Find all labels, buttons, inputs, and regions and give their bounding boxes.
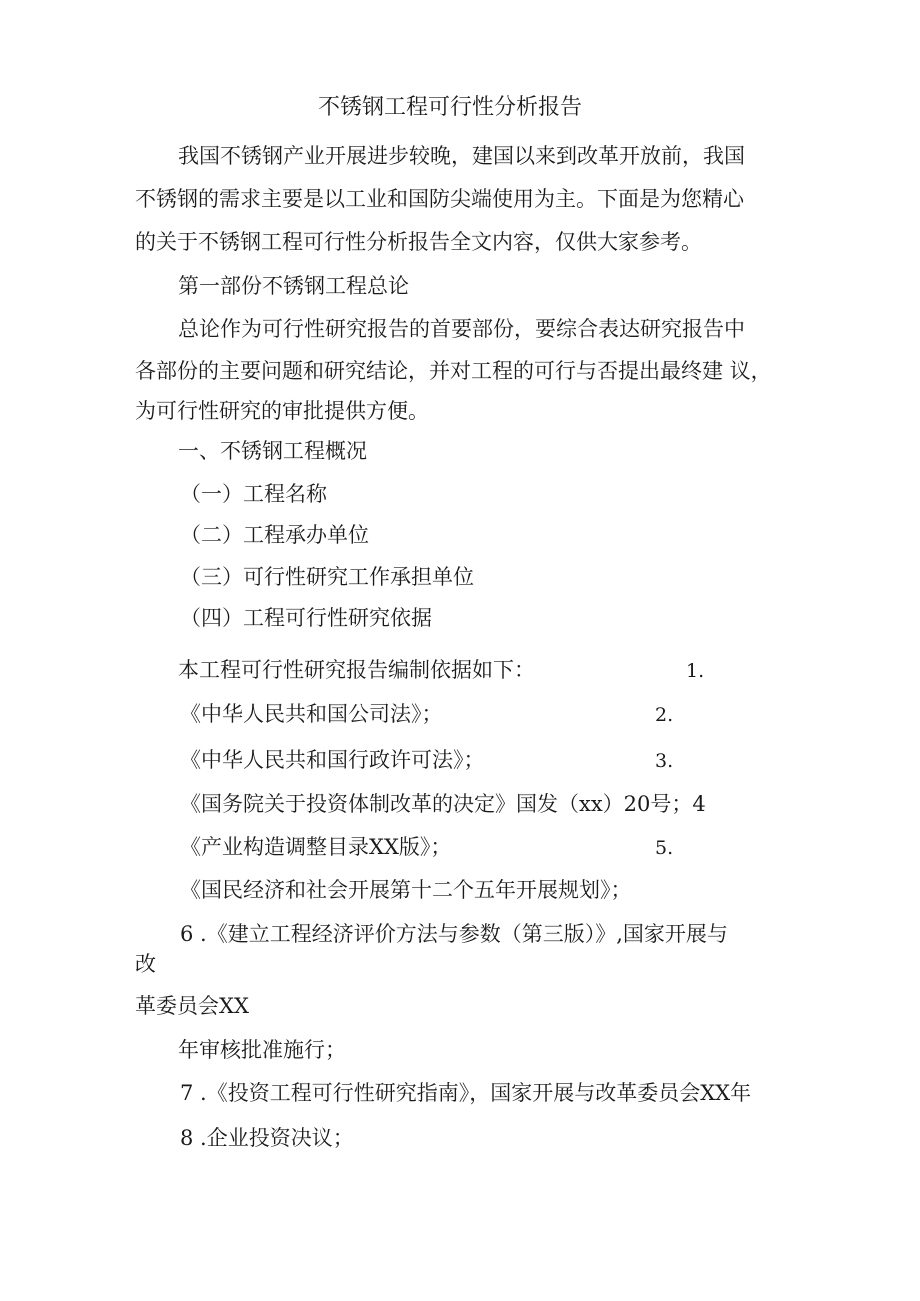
basis-intro: 本工程可行性研究报告编制依据如下： — [178, 658, 535, 682]
basis-item-7: 7 .《投资工程可行性研究指南》，国家开展与改革委员会XX年 — [180, 1081, 752, 1105]
summary-line-2: 各部份的主要问题和研究结论，并对工程的可行与否提出最终建 议， — [135, 359, 772, 383]
basis-item-6-line-3: 革委员会XX — [135, 994, 249, 1018]
basis-item-6-line-2: 改 — [135, 952, 156, 976]
section1-heading: 一、不锈钢工程概况 — [178, 439, 367, 463]
basis-law-4: 《产业构造调整目录XX版》； — [180, 835, 452, 859]
basis-number-1: 1. — [686, 660, 705, 682]
intro-line-2: 不锈钢的需求主要是以工业和国防尖端使用为主。下面是为您精心 — [135, 187, 744, 211]
intro-line-3: 的关于不锈钢工程可行性分析报告全文内容，仅供大家参考。 — [135, 230, 702, 254]
part1-heading: 第一部份不锈钢工程总论 — [178, 274, 409, 298]
basis-number-2: 2. — [655, 704, 674, 726]
basis-item-8: 8 .企业投资决议； — [180, 1126, 354, 1150]
summary-line-3: 为可行性研究的审批提供方便。 — [135, 399, 429, 423]
basis-law-2: 《中华人民共和国行政许可法》； — [180, 748, 485, 772]
basis-item-6-line-1: 6 .《建立工程经济评价方法与参数（第三版）》,国家开展与 — [180, 922, 728, 946]
basis-number-3: 3. — [655, 750, 674, 772]
subsection-3: （三）可行性研究工作承担单位 — [180, 565, 474, 589]
subsection-1: （一）工程名称 — [180, 482, 327, 506]
intro-line-1: 我国不锈钢产业开展进步较晚，建国以来到改革开放前，我国 — [178, 144, 745, 168]
subsection-4: （四）工程可行性研究依据 — [180, 606, 432, 630]
subsection-2: （二）工程承办单位 — [180, 523, 369, 547]
basis-item-6-line-4: 年审核批准施行； — [178, 1038, 346, 1062]
basis-law-1: 《中华人民共和国公司法》； — [180, 702, 443, 726]
summary-line-1: 总论作为可行性研究报告的首要部份，要综合表达研究报告中 — [178, 317, 745, 341]
document-title: 不锈钢工程可行性分析报告 — [318, 95, 583, 120]
basis-law-5: 《国民经济和社会开展第十二个五年开展规划》； — [180, 878, 632, 902]
basis-number-5: 5. — [655, 837, 674, 859]
basis-law-3: 《国务院关于投资体制改革的决定》国发（xx）20号；4 — [180, 792, 706, 816]
